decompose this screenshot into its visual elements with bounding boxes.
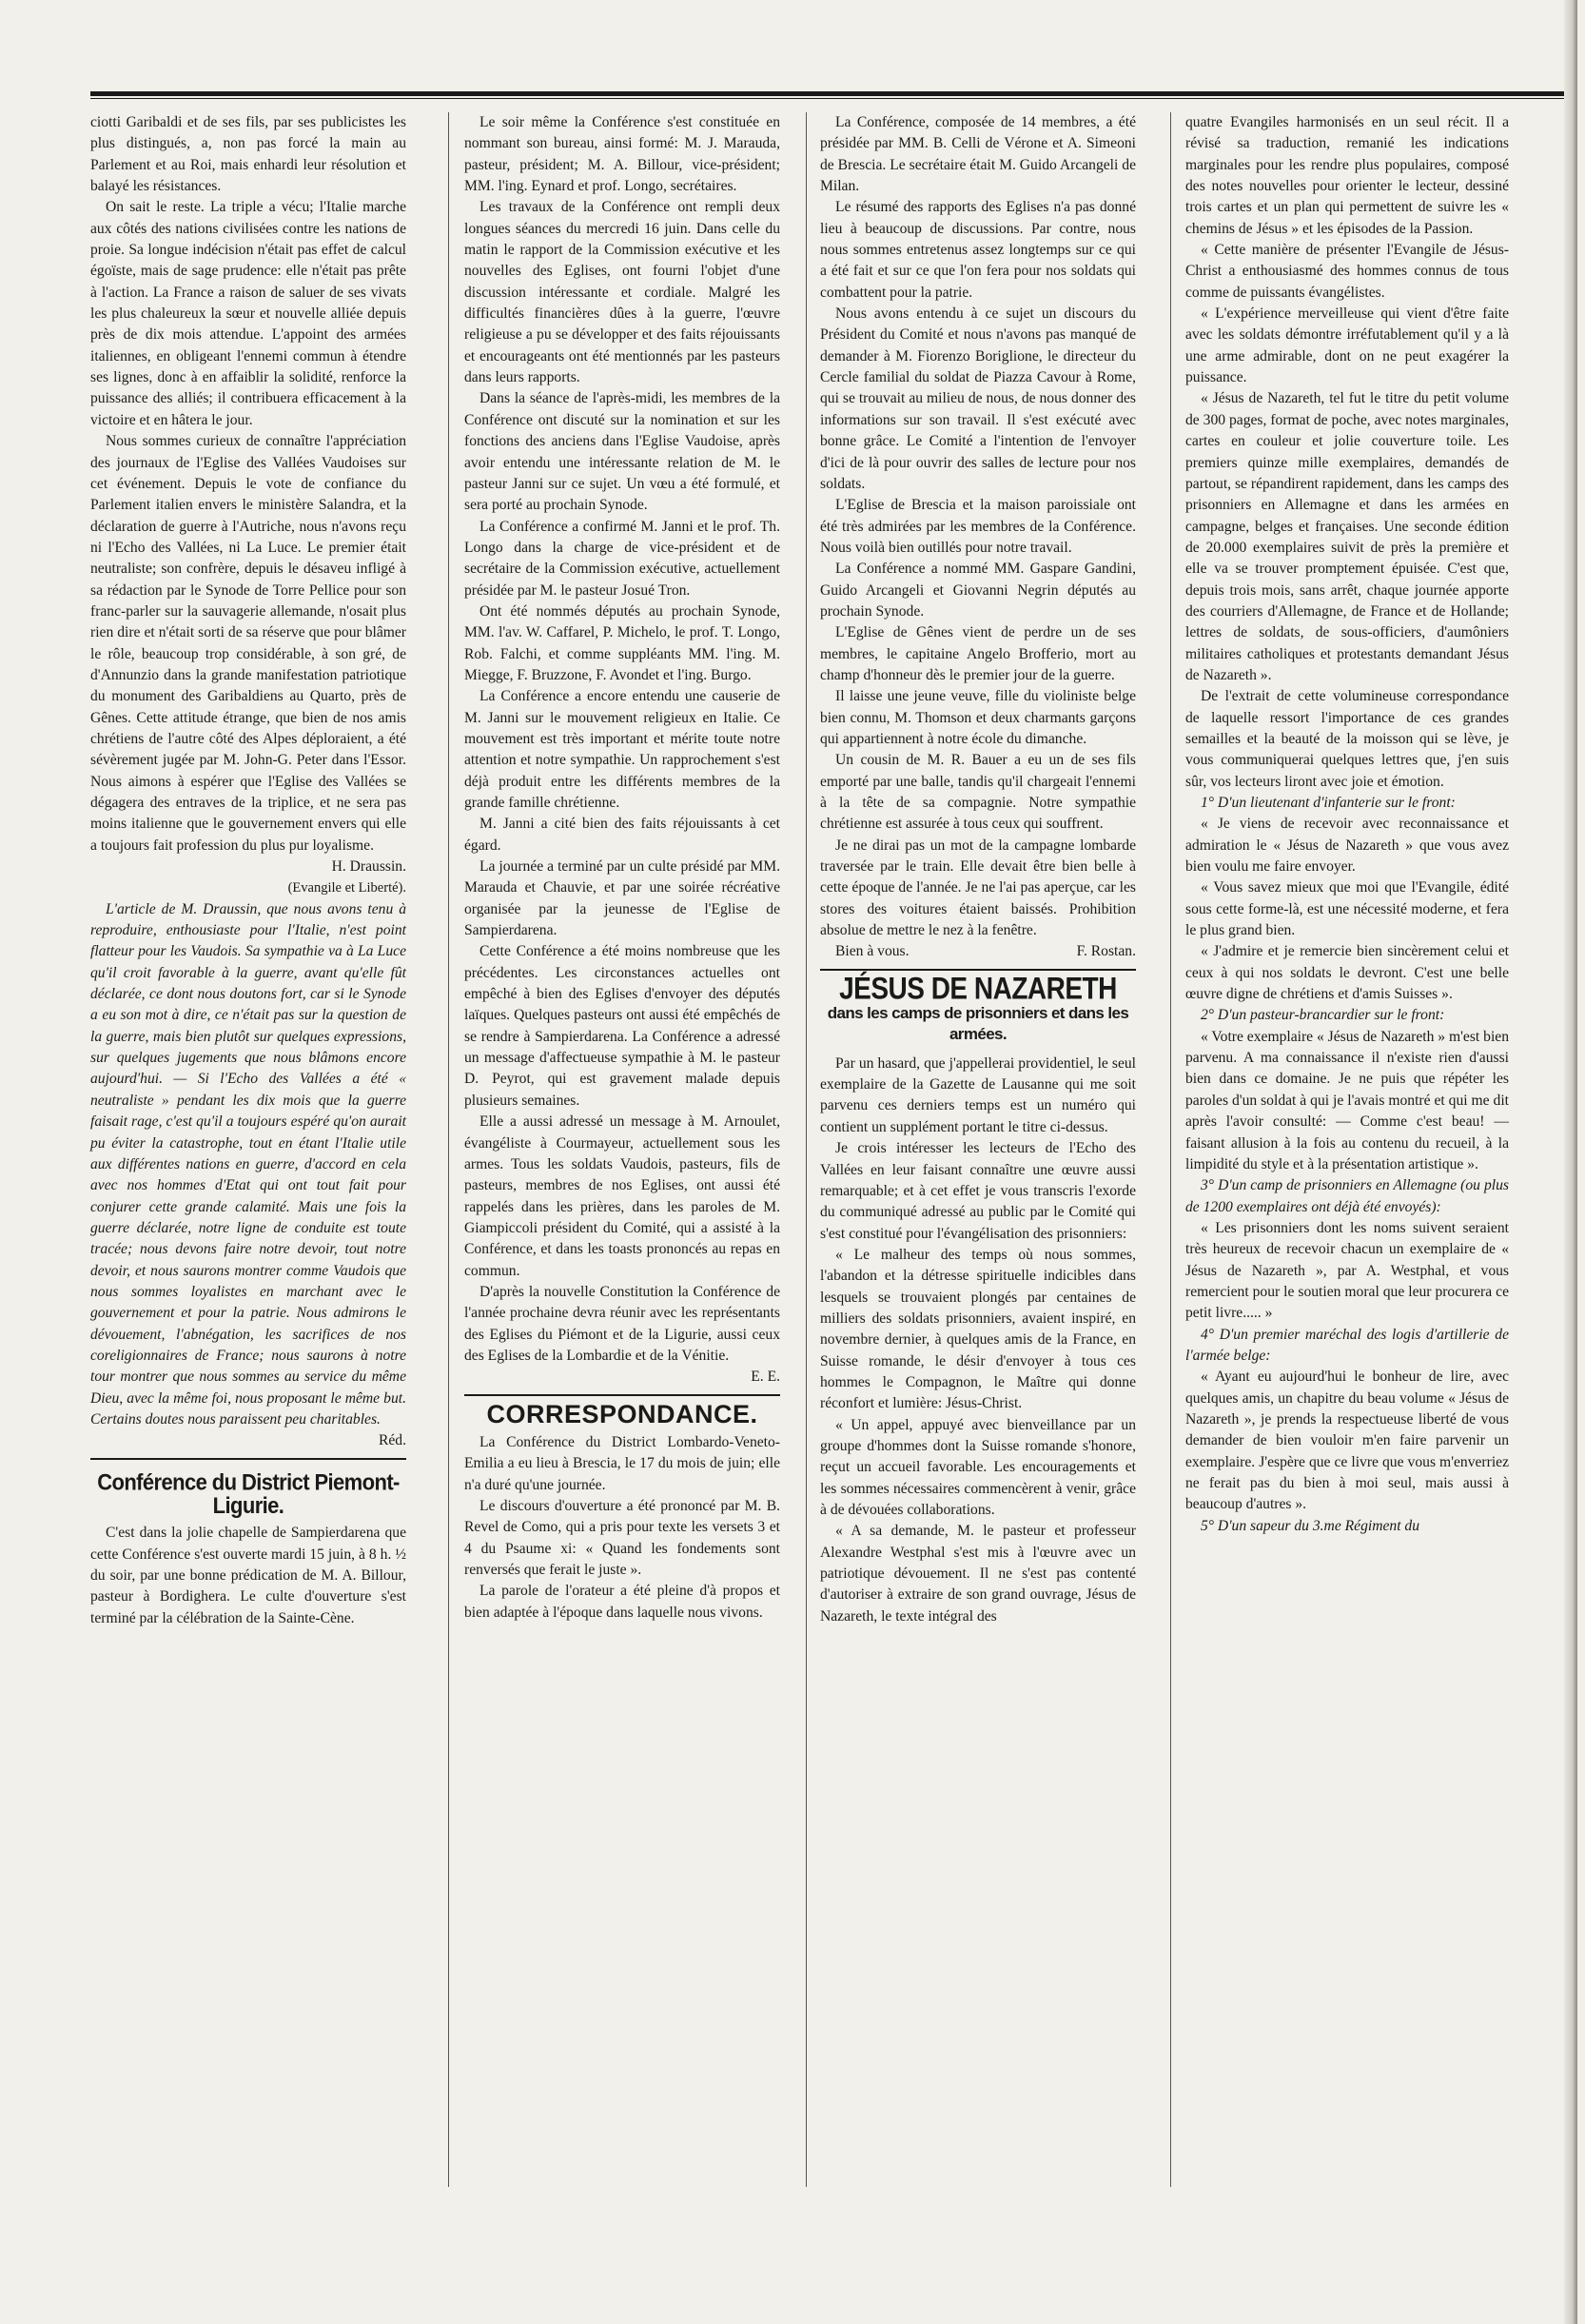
paragraph: Par un hasard, que j'appellerai providentiel, le seul exemplaire de la Gazette de Lausanne qui me soit parvenu ces derniers temps est un numéro qui contient un supplément portant le titre ci-dessus. (820, 1054, 1136, 1135)
paragraph: « Je viens de recevoir avec reconnaissance et admiration le « Jésus de Nazareth » que vous avez bien voulu me faire envoyer. (1185, 816, 1509, 876)
paragraph: « J'admire et je remercie bien sincèrement celui et ceux à qui nos soldats le devront. C'est une belle œuvre digne de chrétiens et d'amis Suisses ». (1185, 943, 1509, 1003)
paragraph: C'est dans la jolie chapelle de Sampierdarena que cette Conférence s'est ouverte mardi 15 juin, à 8 h. ½ du soir, par une bonne prédication de M. A. Billour, pasteur à Bordighera. Le culte d'ouverture s'est terminé par la célébration de la Sainte-Cène. (90, 1525, 406, 1626)
paragraph: Un cousin de M. R. Bauer a eu un de ses fils emporté par une balle, tandis qu'il chargeait l'ennemi à la tête de sa compagnie. Notre sympathie chrétienne est assurée à tous ceux qui souffrent. (820, 752, 1136, 833)
paragraph: Le résumé des rapports des Eglises n'a pas donné lieu à beaucoup de discussions. Par contre, nous nous sommes entretenus assez longtemps sur ce qui a été fait et sur ce que l'on fera pour nos soldats qui combattent pour la patrie. (820, 199, 1136, 301)
paragraph: Ont été nommés députés au prochain Synode, MM. l'av. W. Caffarel, P. Michelo, le prof. T. Longo, Rob. Falchi, et comme suppléants MM. l'ing. M. Miegge, F. Bruzzone, F. Avondet et l'ing. Burgo. (464, 602, 780, 683)
author-signature: F. Rostan. (1076, 943, 1136, 960)
letter-closing (820, 941, 1136, 962)
column-2 (464, 112, 780, 1624)
top-rule (90, 91, 1566, 96)
paragraph: Le soir même la Conférence s'est constituée en nommant son bureau, ainsi formé: M. J. Marauda, pasteur, président; M. A. Billour, vice-président; MM. l'ing. Eynard et prof. Longo, secrétaires. (464, 114, 780, 195)
paragraph: Cette Conférence a été moins nombreuse que les précédentes. Les circonstances actuelles ont empêché à bien des Eglises d'envoyer des députés laïques. Quelques pasteurs ont aussi été empêchés de se rendre à Sampierdarena. La Conférence a adressé un message d'affectueuse sympathie à M. le pasteur D. Peyrot, qui est gravement malade depuis plusieurs semaines. (464, 943, 780, 1109)
paragraph: « Votre exemplaire « Jésus de Nazareth » m'est bien parvenu. A ma connaissance il n'existe rien d'aussi bien dans ce domaine. Je ne puis que répéter les paroles d'un soldat à qui je l'avais montré et qui me dit après l'avoir consulté: — Comme c'est beau! — faisant allusion à la fois au contenu du recueil, à la limpidité du style et à la présentation artistique ». (1185, 1028, 1509, 1172)
paragraph: « Ayant eu aujourd'hui le bonheur de lire, avec quelques amis, un chapitre du beau volume « Jésus de Nazareth », je prends la respectueuse liberté de vous demander de bien vouloir m'en faire parvenir un exemplaire. J'espère que ce livre que vous m'enverriez ne ferait pas du bien à moi seul, mais aussi à beaucoup d'autres ». (1185, 1369, 1509, 1513)
paragraph: L'Eglise de Brescia et la maison paroissiale ont été très admirées par les membres de la Conférence. Nous voilà bien outillés pour notre travail. (820, 497, 1136, 556)
editor-signature: Réd. (378, 1432, 406, 1449)
letter-heading: 4° D'un premier maréchal des logis d'artillerie de l'armée belge: (1185, 1326, 1509, 1364)
paragraph: Nous avons entendu à ce sujet un discours du Président du Comité et nous n'avons pas manqué de demander à M. Fiorenzo Boriglione, le directeur du Cercle familial du soldat de Piazza Cavour à Rome, qui se trouvait au milieu de nous, de nous donner des informations sur son travail. Il s'est exécuté avec bonne grâce. Le Comité a l'intention de l'envoyer d'ici de là pour ouvrir des salles de lecture pour nos soldats. (820, 305, 1136, 492)
paragraph: « Cette manière de présenter l'Evangile de Jésus-Christ a enthousiasmé des hommes connus de tous comme de puissants évangélistes. (1185, 242, 1509, 301)
paragraph: « Jésus de Nazareth, tel fut le titre du petit volume de 300 pages, format de poche, avec notes marginales, cartes en couleur et jolie couverture toile. Les premiers quinze mille exemplaires, demandés de partout, se répandirent rapidement, dans les camps des prisonniers en Allemagne et dans les armées en campagne, belges et françaises. Une seconde édition de 20.000 exemplaires suivit de près la première et elle va se trouver promptement épuisée. C'est que, depuis trois mois, sans arrêt, chaque journée apporte des courriers d'Allemagne, de France et de Hollande; lettres de soldats, de sous-officiers, d'aumôniers militaires catholiques et protestants demandant Jésus de Nazareth ». (1185, 390, 1509, 683)
section-divider (464, 1394, 780, 1396)
article-source: (Evangile et Liberté). (287, 880, 406, 896)
paragraph: Il laisse une jeune veuve, fille du violiniste belge bien connu, M. Thomson et deux charmants garçons qui appartiennent à notre école du dimanche. (820, 688, 1136, 747)
paragraph: La Conférence, composée de 14 membres, a été présidée par MM. B. Celli de Vérone et A. Simeoni de Brescia. Le secrétaire était M. Guido Arcangeli de Milan. (820, 114, 1136, 195)
top-rule-thin (90, 98, 1566, 99)
section-heading: CORRESPONDANCE. (486, 1399, 758, 1428)
paragraph: Elle a aussi adressé un message à M. Arnoulet, évangéliste à Courmayeur, actuellement sous les armes. Tous les soldats Vaudois, pasteurs, fils de pasteurs, membres de nos Eglises, ont aussi été rappelés dans les prières, dans les paroles de M. Giampiccoli président du Comité, qui a assisté à la Conférence, et dans les toasts prononcés au repas en commun. (464, 1113, 780, 1279)
letter-heading: 3° D'un camp de prisonniers en Allemagne (ou plus de 1200 exemplaires ont déjà été envoyés): (1185, 1177, 1509, 1215)
letter-heading: 2° D'un pasteur-brancardier sur le front: (1201, 1007, 1445, 1024)
column-rule (448, 112, 449, 2187)
section-heading: JÉSUS DE NAZARETH (839, 971, 1117, 1005)
author-signature: H. Draussin. (331, 858, 406, 876)
paragraph: « Les prisonniers dont les noms suivent seraient très heureux de recevoir chacun un exemplaire de « Jésus de Nazareth », par A. Westphal, et vous remercient pour le soutien moral que leur procurera ce petit livre..... » (1185, 1219, 1509, 1322)
paragraph: La Conférence a nommé MM. Gaspare Gandini, Guido Arcangeli et Giovanni Negrin députés au prochain Synode. (820, 561, 1136, 620)
paragraph: Je ne dirai pas un mot de la campagne lombarde traversée par le train. Elle devait être bien belle à cette époque de l'année. Je ne l'ai pas aperçue, car les stores des voitures étaient baissés. Prohibition absolue de mettre le nez à la fenêtre. (820, 837, 1136, 939)
section-subheading: dans les camps de prisonniers et dans les armées. (827, 1004, 1129, 1044)
section-heading: Conférence du District Piemont-Ligurie. (97, 1468, 400, 1519)
paragraph: quatre Evangiles harmonisés en un seul récit. Il a révisé sa traduction, remanié les indications marginales pour les rendre plus populaires, composé des notes nouvelles pour orienter le lecteur, dessiné trois cartes et un plan qui permettent de suivre les « chemins de Jésus » et les épisodes de la Passion. (1185, 114, 1509, 237)
column-rule (1170, 112, 1171, 2187)
paragraph: La journée a terminé par un culte présidé par MM. Marauda et Chauvie, et par une soirée récréative organisée par la jeunesse de l'Eglise de Sampierdarena. (464, 858, 780, 939)
paragraph: Le discours d'ouverture a été prononcé par M. B. Revel de Como, qui a pris pour texte les versets 3 et 4 du Psaume xi: « Quand les fondements sont renversés que ferait le juste ». (464, 1498, 780, 1579)
paragraph: De l'extrait de cette volumineuse correspondance de laquelle ressort l'importance de ces grandes semailles et la beauté de la moisson qui se lève, je vous communiquerai quelques lettres que, j'en suis sûr, vos lecteurs liront avec joie et émotion. (1185, 688, 1509, 790)
paragraph: La Conférence a confirmé M. Janni et le prof. Th. Longo dans la charge de vice-président et de secrétaire de la Commission exécutive, actuellement présidée par M. le pasteur Josué Tron. (464, 518, 780, 599)
column-4 (1185, 112, 1509, 1537)
paragraph: Je crois intéresser les lecteurs de l'Echo des Vallées en leur faisant connaître une œuvre aussi remarquable; et à cet effet je vous transcris l'exorde du communiqué adressé au public par le Comité qui s'est constitué pour l'évangélisation des prisonniers: (820, 1140, 1136, 1242)
paragraph: « Un appel, appuyé avec bienveillance par un groupe d'hommes dont la Suisse romande s'honore, reçut un accueil favorable. Les encouragements et les sommes nécessaires commencèrent à venir, grâce à de dévouées collaborations. (820, 1416, 1136, 1518)
paragraph: On sait le reste. La triple a vécu; l'Italie marche aux côtés des nations civilisées contre les nations de proie. Sa longue indécision n'était pas effet de calcul égoïste, mais de sage prudence: elle n'était pas prête à l'action. La France a raison de saluer de ses vivats les plus chaleureux la sœur et nouvelle alliée depuis près de dix mois attendue. L'appoint des armées italiennes, en obligeant l'ennemi commun à étendre ses lignes, donc à en affaiblir la solidité, renforce la puissance des alliés; il contribuera efficacement à la victoire et en hâtera le jour. (90, 199, 406, 428)
closing-text: Bien à vous. (835, 943, 910, 960)
paragraph: La parole de l'orateur a été pleine d'à propos et bien adaptée à l'époque dans laquelle nous vivons. (464, 1583, 780, 1621)
paragraph: « Le malheur des temps où nous sommes, l'abandon et la détresse spirituelle indicibles dans lesquels se trouvaient plongés par centaines de milliers des soldats prisonniers, avaient inspiré, en novembre dernier, à quelques amis de la France, en Suisse romande, le désir d'envoyer à tous ces hommes le Compagnon, le Maître qui donne réconfort et lumière: Jésus-Christ. (820, 1246, 1136, 1412)
paragraph: Nous sommes curieux de connaître l'appréciation des journaux de l'Eglise des Vallées Vaudoises sur cet événement. Depuis le vote de confiance du Parlement italien envers le ministère Salandra, et la déclaration de guerre à l'Autriche, nous n'avons reçu ni l'Echo des Vallées, ni La Luce. Le premier était neutraliste; son confrère, depuis le désaveu infligé à sa rédaction par le Synode de Torre Pellice pour son franc-parler sur la sauvagerie allemande, n'osait plus rien dire et n'était sorti de sa réserve que pour blâmer le rôle, beaucoup trop considérable, à son gré, de d'Annunzio dans la grande manifestation patriotique du monument des Garibaldiens au Quarto, près de Gênes. Cette attitude étrange, que bien de nos amis chrétiens de l'autre côté des Alpes déploraient, a été sévèrement jugée par M. John-G. Peter dans l'Essor. Nous aimons à espérer que l'Eglise des Vallées se dégagera des entraves de la triplice, et ne sera pas moins italienne que le gouvernement envers qui elle a toujours fait profession du plus pur loyalisme. (90, 433, 406, 854)
letter-heading: 5° D'un sapeur du 3.me Régiment du (1201, 1517, 1420, 1534)
column-1 (90, 112, 406, 1629)
column-3 (820, 112, 1136, 1627)
letter-heading: 1° D'un lieutenant d'infanterie sur le front: (1201, 795, 1456, 811)
paragraph: L'Eglise de Gênes vient de perdre un de ses membres, le capitaine Angelo Brofferio, mort au champ d'honneur dès le premier jour de la guerre. (820, 624, 1136, 683)
paragraph: D'après la nouvelle Constitution la Conférence de l'année prochaine devra réunir avec les représentants des Eglises du Piémont et de la Ligurie, aussi ceux des Eglises de la Lombardie et de la Vénitie. (464, 1283, 780, 1364)
author-signature: E. E. (751, 1369, 780, 1386)
paragraph: M. Janni a cité bien des faits réjouissants à cet égard. (464, 816, 780, 854)
editor-note: L'article de M. Draussin, que nous avons tenu à reproduire, enthousiaste pour l'Italie, n'est point flatteur pour les Vaudois. Sa sympathie va à La Luce qu'il croit favorable à la guerre, avant qu'elle fût déclarée, ce dont nous doutons fort, car si le Synode a eu son mot à dire, ce n'était pas sur la question de la guerre, mais bien plutôt sur quelques expressions, sur quelques jugements que nous blâmons encore aujourd'hui. — Si l'Echo des Vallées a été « neutraliste » pendant les dix mois que la guerre faisait rage, c'est qu'il a toujours espéré qu'on aurait pu éviter la catastrophe, tout en étant l'Italie utile aux différentes nations en guerre, d'accord en cela avec nos hommes d'Etat qui ont tout fait pour conjurer cette grande calamité. Mais une fois la guerre déclarée, notre ligne de conduite est toute tracée; nous devons faire notre devoir, tout notre devoir, et nous saurons montrer comme Vaudois que nous sommes loyalistes en marchant avec le gouvernement et pour la patrie. Nous admirons le dévouement, l'abnégation, les sacrifices de nos coreligionnaires de France; nous saurons à notre tour montrer que nous sommes au service du même Dieu, avec la même foi, nous proposant le même but. Certains doutes nous paraissent peu charitables. (90, 900, 406, 1428)
paragraph: « A sa demande, M. le pasteur et professeur Alexandre Westphal s'est mis à l'œuvre avec un patriotique dévouement. Il ne s'est pas contenté d'autoriser à extraire de son grand ouvrage, Jésus de Nazareth, le texte intégral des (820, 1523, 1136, 1625)
page-edge (1564, 0, 1577, 2324)
column-rule (806, 112, 807, 2187)
section-divider (820, 969, 1136, 971)
section-divider (90, 1458, 406, 1460)
paragraph: Les travaux de la Conférence ont rempli deux longues séances du mercredi 16 juin. Dans celle du matin le rapport de la Commission exécutive et les nouvelles des Eglises, ont fourni l'objet d'une discussion intéressante et cordiale. Malgré les difficultés financières dûes à la guerre, l'œuvre religieuse a pu se développer et des faits réjouissants et encourageants ont été mentionnés par les pasteurs dans leurs rapports. (464, 199, 780, 386)
paragraph: Dans la séance de l'après-midi, les membres de la Conférence ont discuté sur la nomination et sur les fonctions des anciens dans l'Eglise Vaudoise, après avoir entendu une intéressante relation de M. le pasteur Janni sur ce sujet. Un vœu a été formulé, et sera porté au prochain Synode. (464, 390, 780, 514)
paragraph: La Conférence du District Lombardo-Veneto-Emilia a eu lieu à Brescia, le 17 du mois de juin; elle n'a duré qu'une journée. (464, 1433, 780, 1493)
paragraph: ciotti Garibaldi et de ses fils, par ses publicistes les plus distingués, a, non pas forcé la main au Parlement et au Roi, mais enhardi leur résolution et balayé les résistances. (90, 114, 406, 195)
paragraph: « Vous savez mieux que moi que l'Evangile, édité sous cette forme-là, est une nécessité moderne, et fera le plus grand bien. (1185, 879, 1509, 939)
paragraph: La Conférence a encore entendu une causerie de M. Janni sur le mouvement religieux en Italie. Ce mouvement est très important et mérite toute notre attention et notre sympathie. Un rapprochement s'est déjà produit entre les différents membres de la grande famille chrétienne. (464, 688, 780, 811)
paragraph: « L'expérience merveilleuse qui vient d'être faite avec les soldats démontre irréfutablement qu'il y a là une arme admirable, dont on ne peut exagérer la puissance. (1185, 305, 1509, 386)
